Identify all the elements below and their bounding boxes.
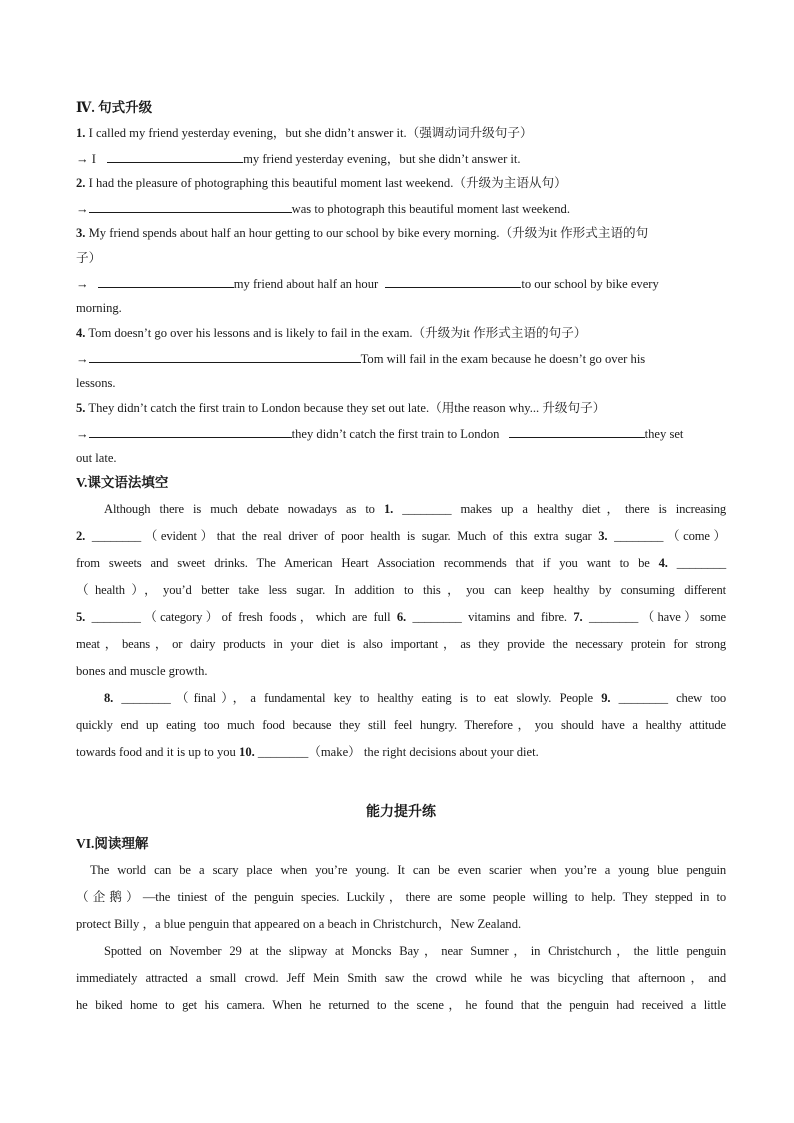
cloze-p2-line-3 [76,743,726,761]
section-heading: 能力提升练 [366,805,436,820]
cloze-text: ________（make） the right decisions about your diet. [254,745,539,759]
q4-arrow: → [76,352,89,366]
q5-arrow: → [76,427,89,441]
q3-answer-rest: to our school by bike every [521,277,659,291]
cloze-p1-line-6: meat，beans，or dairy products in your diet is also important，as they provide the necessary protein for strong [76,637,726,651]
reading-p1-line-3: protect Billy ，a blue penguin that appeared on a beach in Christchurch，New Zealand. [76,917,522,931]
q3-blank-2[interactable] [385,274,521,288]
q3-text: My friend spends about half an hour getting to our school by bike every morning.（升级为it 作形式主语的句 [85,226,649,240]
cloze-text: ________（come） [607,529,726,543]
blank-number-10: 10. [239,745,255,759]
section-4-title: Ⅳ. 句式升级 [76,100,153,115]
q2-arrow: → [76,202,89,216]
q1-answer-rest: my friend yesterday evening，but she didn’t answer it. [243,152,521,166]
q3-answer-cont: morning. [76,301,122,315]
q5-answer-line [76,424,726,443]
blank-number-6: 6. [396,610,407,624]
q1-text: I called my friend yesterday evening，but she didn’t answer it.（强调动词升级句子） [85,126,533,140]
q1-blank[interactable] [107,149,243,163]
q3-blank-1[interactable] [98,274,234,288]
cloze-text: ________ vitamins and fibre. [406,610,574,624]
q2-blank[interactable] [89,199,292,213]
cloze-p1-line-7: bones and muscle growth. [76,664,208,678]
q1-number: 1. [76,126,86,140]
blank-number-3: 3. [598,529,608,543]
q5-number: 5. [76,401,86,415]
cloze-text: ________ chew too [610,691,726,705]
q5-answer-rest: they set [644,427,684,441]
cloze-p2-line-1 [104,689,726,707]
q3-prompt [76,224,726,242]
q3-answer-line [76,274,726,293]
cloze-text: ________ makes up a healthy diet，there is increasing [393,502,726,516]
cloze-text: ________ [667,556,726,570]
q3-arrow: → [76,277,92,291]
blank-number-2: 2. [76,529,86,543]
cloze-p1-line-5 [76,608,726,626]
cloze-p1-line-2 [76,527,726,545]
cloze-p1-line-1 [104,500,726,518]
blank-number-1: 1. [383,502,394,516]
q2-prompt [76,174,726,192]
q4-answer-cont: lessons. [76,376,116,390]
cloze-text: from sweets and sweet drinks. The American Heart Association recommends that if you want to be [76,556,659,570]
reading-p2-line-2: immediately attracted a small crowd. Jeff Mein Smith saw the crowd while he was bicycling that afternoon，and [76,971,726,985]
reading-p2-line-3: he biked home to get his camera. When he returned to the scene，he found that the penguin had received a little [76,998,726,1012]
q4-prompt [76,324,726,342]
q5-blank-2[interactable] [509,424,645,438]
q2-text: I had the pleasure of photographing this beautiful moment last weekend.（升级为主语从句） [85,176,567,190]
q5-answer-cont: out late. [76,451,117,465]
cloze-p1-line-3 [76,554,726,572]
q1-answer-line [76,149,726,168]
q4-answer-line [76,349,726,368]
q1-arrow: → I [76,152,100,166]
reading-p1-line-1: The world can be a scary place when you’re young. It can be even scarier when you’re a young blue penguin [90,863,726,877]
q3-number: 3. [76,226,86,240]
cloze-text: ________（have）some [582,610,726,624]
reading-p2-line-1: Spotted on November 29 at the slipway at Moncks Bay，near Sumner，in Christchurch，the little penguin [104,944,726,958]
cloze-p2-line-2: quickly end up eating too much food because they still feel hungry. Therefore，you should have a healthy attitude [76,718,726,732]
cloze-text: ________（category）of fresh foods，which are full [85,610,397,624]
blank-number-8: 8. [104,691,114,705]
q4-answer-rest: Tom will fail in the exam because he doesn’t go over his [360,352,646,366]
q3-prompt-cont: 子） [76,251,102,265]
cloze-text: ________（evident）that the real driver of poor health is sugar. Much of this extra sugar [85,529,599,543]
q5-text: They didn’t catch the first train to London because they set out late.（用the reason why... 升级句子） [85,401,606,415]
q2-answer-line [76,199,726,218]
cloze-text: Although there is much debate nowadays as to [104,502,384,516]
section-6-title: VI.阅读理解 [76,836,149,851]
blank-number-5: 5. [76,610,86,624]
q2-answer-rest: was to photograph this beautiful moment last weekend. [291,202,570,216]
reading-p1-line-2: （企鹅）—the tiniest of the penguin species. Luckily，there are some people willing to help. They stepped in to [76,890,726,904]
blank-number-9: 9. [601,691,611,705]
q3-answer-mid: my friend about half an hour [233,277,382,291]
section-5-title: V.课文语法填空 [76,475,169,490]
q4-blank[interactable] [89,349,361,363]
q5-blank-1[interactable] [89,424,292,438]
q1-prompt [76,124,726,142]
blank-number-7: 7. [573,610,583,624]
q2-number: 2. [76,176,86,190]
cloze-text: ________（final），a fundamental key to healthy eating is to eat slowly. People [113,691,602,705]
q5-answer-mid: they didn’t catch the first train to London [291,427,503,441]
cloze-p1-line-4: （health），you’d better take less sugar. In addition to this，you can keep healthy by consuming different [76,583,726,597]
q5-prompt [76,399,726,417]
q4-text: Tom doesn’t go over his lessons and is likely to fail in the exam.（升级为it 作形式主语的句子） [85,326,587,340]
blank-number-4: 4. [658,556,668,570]
cloze-text: towards food and it is up to you [76,745,240,759]
q4-number: 4. [76,326,86,340]
